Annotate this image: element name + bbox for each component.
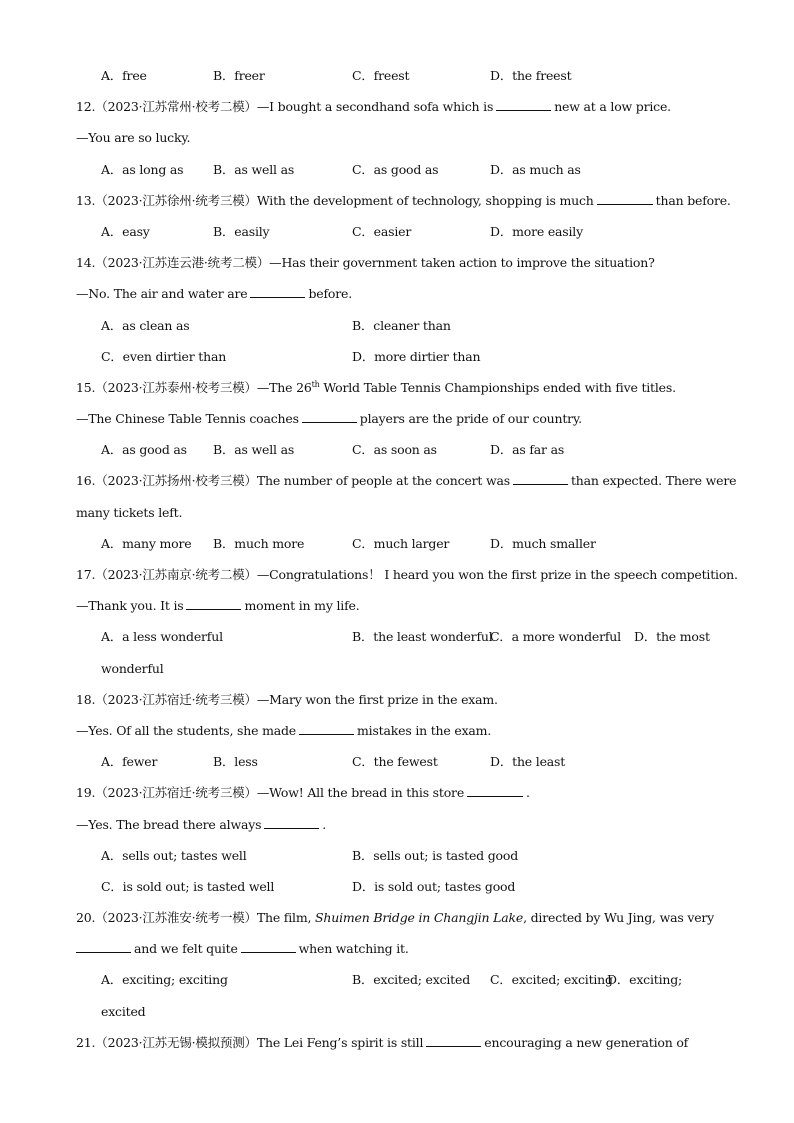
q20-option-a[interactable]: A．exciting; exciting: [101, 972, 228, 988]
q13-stem: 13.（2023·江苏徐州·统考三模）With the development of technology, shopping is much than before.: [76, 192, 731, 208]
q12-option-a[interactable]: A．as long as: [101, 161, 184, 177]
answer-blank: [597, 191, 653, 205]
film-title: Shuimen Bridge in Changjin Lake: [315, 910, 524, 926]
q19-options-row2: [76, 873, 726, 904]
q15-option-a[interactable]: A．as good as: [101, 442, 187, 458]
answer-blank: [250, 284, 305, 298]
q15-stem: 15.（2023·江苏泰州·校考三模）—The 26th World Table Tennis Championships ended with five titles.: [76, 379, 676, 395]
q19-option-c[interactable]: C．is sold out; is tasted well: [101, 878, 275, 894]
q15-reply: —The Chinese Table Tennis coaches players are the pride of our country.: [76, 411, 582, 427]
q13-option-c[interactable]: C．easier: [352, 223, 412, 239]
answer-blank: [264, 815, 319, 829]
answer-blank: [513, 471, 568, 485]
q17-option-d-cont[interactable]: wonderful: [101, 660, 164, 676]
q12-option-c[interactable]: C．as good as: [352, 161, 439, 177]
answer-blank: [76, 939, 131, 953]
q21-stem: 21.（2023·江苏无锡·模拟预测）The Lei Feng’s spirit is still encouraging a new generation of: [76, 1034, 689, 1050]
q17-option-b[interactable]: B．the least wonderful: [352, 629, 493, 645]
q12-options: [76, 156, 726, 187]
q20-options-row1: [76, 966, 726, 997]
q13-option-d[interactable]: D．more easily: [490, 223, 583, 239]
q16-option-c[interactable]: C．much larger: [352, 535, 450, 551]
q18-options: [76, 748, 726, 779]
q14-option-d[interactable]: D．more dirtier than: [352, 348, 481, 364]
q16-option-b[interactable]: B．much more: [213, 535, 305, 551]
q14-option-b[interactable]: B．cleaner than: [352, 317, 451, 333]
q17-option-a[interactable]: A．a less wonderful: [101, 629, 223, 645]
q15-options: [76, 436, 726, 467]
q16-stem: 16.（2023·江苏扬州·校考三模）The number of people at the concert was than expected. There were: [76, 473, 737, 489]
q16-stem-cont: many tickets left.: [76, 504, 183, 520]
q11-option-a[interactable]: A．free: [101, 68, 147, 83]
q17-options-row1: [76, 623, 726, 654]
q19-option-d[interactable]: D．is sold out; tastes good: [352, 878, 516, 894]
q16-option-d[interactable]: D．much smaller: [490, 535, 596, 551]
answer-blank: [302, 409, 357, 423]
q11-option-c[interactable]: C．freest: [352, 68, 410, 83]
q11-option-d[interactable]: D．the freest: [490, 68, 572, 83]
q18-option-b[interactable]: B．less: [213, 754, 258, 770]
q15-option-b[interactable]: B．as well as: [213, 442, 295, 458]
worksheet-page: [76, 62, 738, 1060]
q17-option-c[interactable]: C．a more wonderful: [490, 629, 621, 645]
q12-stem: 12.（2023·江苏常州·校考二模）—I bought a secondhand sofa which is new at a low price.: [76, 99, 671, 115]
q20-stem-cont: and we felt quite when watching it.: [76, 935, 726, 966]
answer-blank: [426, 1033, 481, 1047]
q15-option-c[interactable]: C．as soon as: [352, 442, 437, 458]
q18-option-c[interactable]: C．the fewest: [352, 754, 438, 770]
q19-option-b[interactable]: B．sells out; is tasted good: [352, 847, 518, 863]
q20-stem: 20.（2023·江苏淮安·统考一模）The film, Shuimen Bridge in Changjin Lake, directed by Wu Jing, was very: [76, 910, 715, 926]
q18-option-d[interactable]: D．the least: [490, 754, 566, 770]
answer-blank: [241, 939, 296, 953]
answer-blank: [467, 783, 523, 797]
q20-option-b[interactable]: B．excited; excited: [352, 972, 471, 988]
q13-options: [76, 218, 726, 249]
q14-options-row1: [76, 312, 726, 343]
q14-reply: —No. The air and water are before.: [76, 286, 352, 302]
q12-option-b[interactable]: B．as well as: [213, 161, 295, 177]
q18-option-a[interactable]: A．fewer: [101, 754, 158, 770]
q19-option-a[interactable]: A．sells out; tastes well: [101, 847, 247, 863]
q20-option-d-cont[interactable]: excited: [101, 1003, 146, 1019]
q20-option-c[interactable]: C．excited; exciting: [490, 972, 613, 988]
q12-reply: —You are so lucky.: [76, 130, 191, 146]
q14-stem: 14.（2023·江苏连云港·统考二模）—Has their government taken action to improve the situation?: [76, 255, 655, 271]
q20-option-d[interactable]: D．exciting;: [607, 972, 683, 988]
q14-options-row2: [76, 343, 726, 374]
answer-blank: [496, 97, 551, 111]
q18-stem: 18.（2023·江苏宿迁·统考三模）—Mary won the first prize in the exam.: [76, 691, 498, 707]
answer-blank: [186, 596, 241, 610]
q12-option-d[interactable]: D．as much as: [490, 161, 581, 177]
q13-option-b[interactable]: B．easily: [213, 223, 270, 239]
q16-options: [76, 530, 726, 561]
q18-reply: —Yes. Of all the students, she made mistakes in the exam.: [76, 722, 492, 738]
q20-options-row2: [76, 998, 726, 1029]
answer-blank: [299, 721, 354, 735]
q16-option-a[interactable]: A．many more: [101, 535, 192, 551]
q17-reply: —Thank you. It is moment in my life.: [76, 598, 360, 614]
q14-option-a[interactable]: A．as clean as: [101, 317, 190, 333]
q17-option-d[interactable]: D．the most: [634, 629, 710, 645]
q13-option-a[interactable]: A．easy: [101, 223, 150, 239]
q11-option-b[interactable]: B．freer: [213, 68, 265, 83]
q14-option-c[interactable]: C．even dirtier than: [101, 348, 227, 364]
q17-options-row2: [76, 655, 726, 686]
q19-reply: —Yes. The bread there always .: [76, 816, 327, 832]
q15-option-d[interactable]: D．as far as: [490, 442, 565, 458]
q11-options: [76, 62, 726, 93]
q19-options-row1: [76, 842, 726, 873]
q19-stem: 19.（2023·江苏宿迁·统考三模）—Wow! All the bread in this store .: [76, 785, 530, 801]
q17-stem: 17.（2023·江苏南京·统考二模）—Congratulations！ I heard you won the first prize in the speech competition.: [76, 567, 738, 582]
